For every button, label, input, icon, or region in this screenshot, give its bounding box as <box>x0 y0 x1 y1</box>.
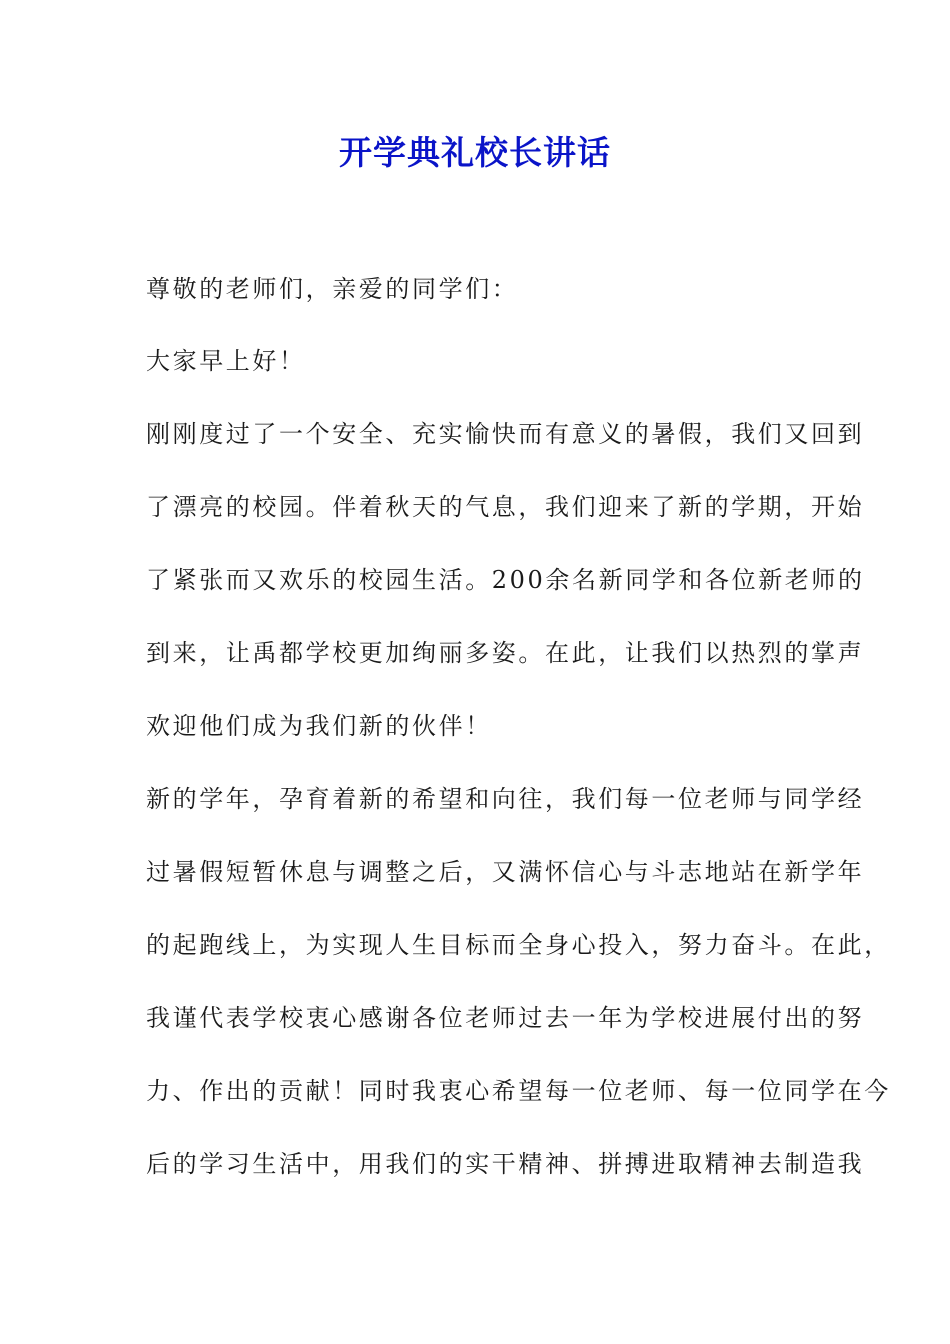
body-line: 后的学习生活中，用我们的实干精神、拼搏进取精神去制造我 <box>146 1150 865 1178</box>
body-line: 新的学年，孕育着新的希望和向往，我们每一位老师与同学经 <box>146 785 865 813</box>
salutation-line: 尊敬的老师们，亲爱的同学们： <box>146 275 519 303</box>
body-line: 欢迎他们成为我们新的伙伴！ <box>146 712 492 740</box>
body-line: 我谨代表学校衷心感谢各位老师过去一年为学校进展付出的努 <box>146 1004 865 1032</box>
body-line: 刚刚度过了一个安全、充实愉快而有意义的暑假，我们又回到 <box>146 420 865 448</box>
body-line: 了漂亮的校园。伴着秋天的气息，我们迎来了新的学期，开始 <box>146 493 865 521</box>
document-title: 开学典礼校长讲话 <box>339 133 611 172</box>
greeting-line: 大家早上好！ <box>146 347 306 375</box>
body-line: 的起跑线上，为实现人生目标而全身心投入，努力奋斗。在此， <box>146 931 891 959</box>
body-line: 到来，让禹都学校更加绚丽多姿。在此，让我们以热烈的掌声 <box>146 639 865 667</box>
body-line: 了紧张而又欢乐的校园生活。200余名新同学和各位新老师的 <box>146 566 865 594</box>
body-line: 过暑假短暂休息与调整之后，又满怀信心与斗志地站在新学年 <box>146 858 865 886</box>
body-line: 力、作出的贡献！同时我衷心希望每一位老师、每一位同学在今 <box>146 1077 891 1105</box>
